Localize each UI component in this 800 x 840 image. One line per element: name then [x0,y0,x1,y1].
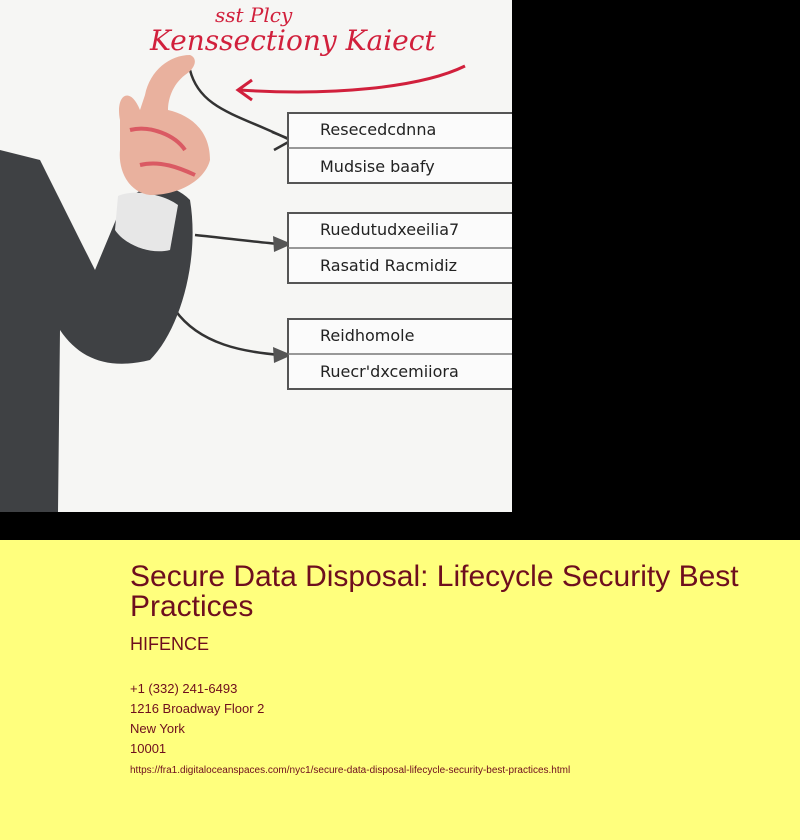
box-2-line-2: Rasatid Racmidiz [320,256,458,275]
diagram-box-3 [288,319,512,389]
pointing-hand [119,55,210,195]
box-3-line-2: Ruecr'dxcemiiora [320,362,459,381]
businessman-figure [0,55,210,512]
red-arrow-line [240,66,465,92]
zip-code: 10001 [130,741,167,756]
box-1-line-2: Mudsise baafy [320,157,435,176]
connector-line-1 [190,70,290,140]
handwritten-heading-top: sst Plcy [215,3,293,27]
address-line: 1216 Broadway Floor 2 [130,701,265,716]
city: New York [130,721,185,736]
page-url-link[interactable]: https://fra1.digitaloceanspaces.com/nyc1/secure-data-disposal-lifecycle-security-best-practices.html [130,765,571,776]
handwritten-heading: Kenssectiony Kaiect [150,24,436,57]
brand-name: HIFENCE [130,634,210,654]
box-3-line-1: Reidhomole [320,326,415,345]
connector-line-3 [175,310,280,355]
page-title: Secure Data Disposal: Lifecycle Security Best Practices [130,560,739,623]
article-info [130,562,770,776]
connector-line-2 [195,235,280,244]
diagram-box-1 [288,113,512,183]
contact-block [130,679,770,759]
hero-illustration [0,0,512,512]
diagram-box-2 [288,213,512,283]
illustration-svg [0,0,512,512]
phone-number[interactable]: +1 (332) 241-6493 [130,681,238,696]
box-1-line-1: Resecedcdnna [320,120,437,139]
box-2-line-1: Ruedutudxeeilia7 [320,220,460,239]
